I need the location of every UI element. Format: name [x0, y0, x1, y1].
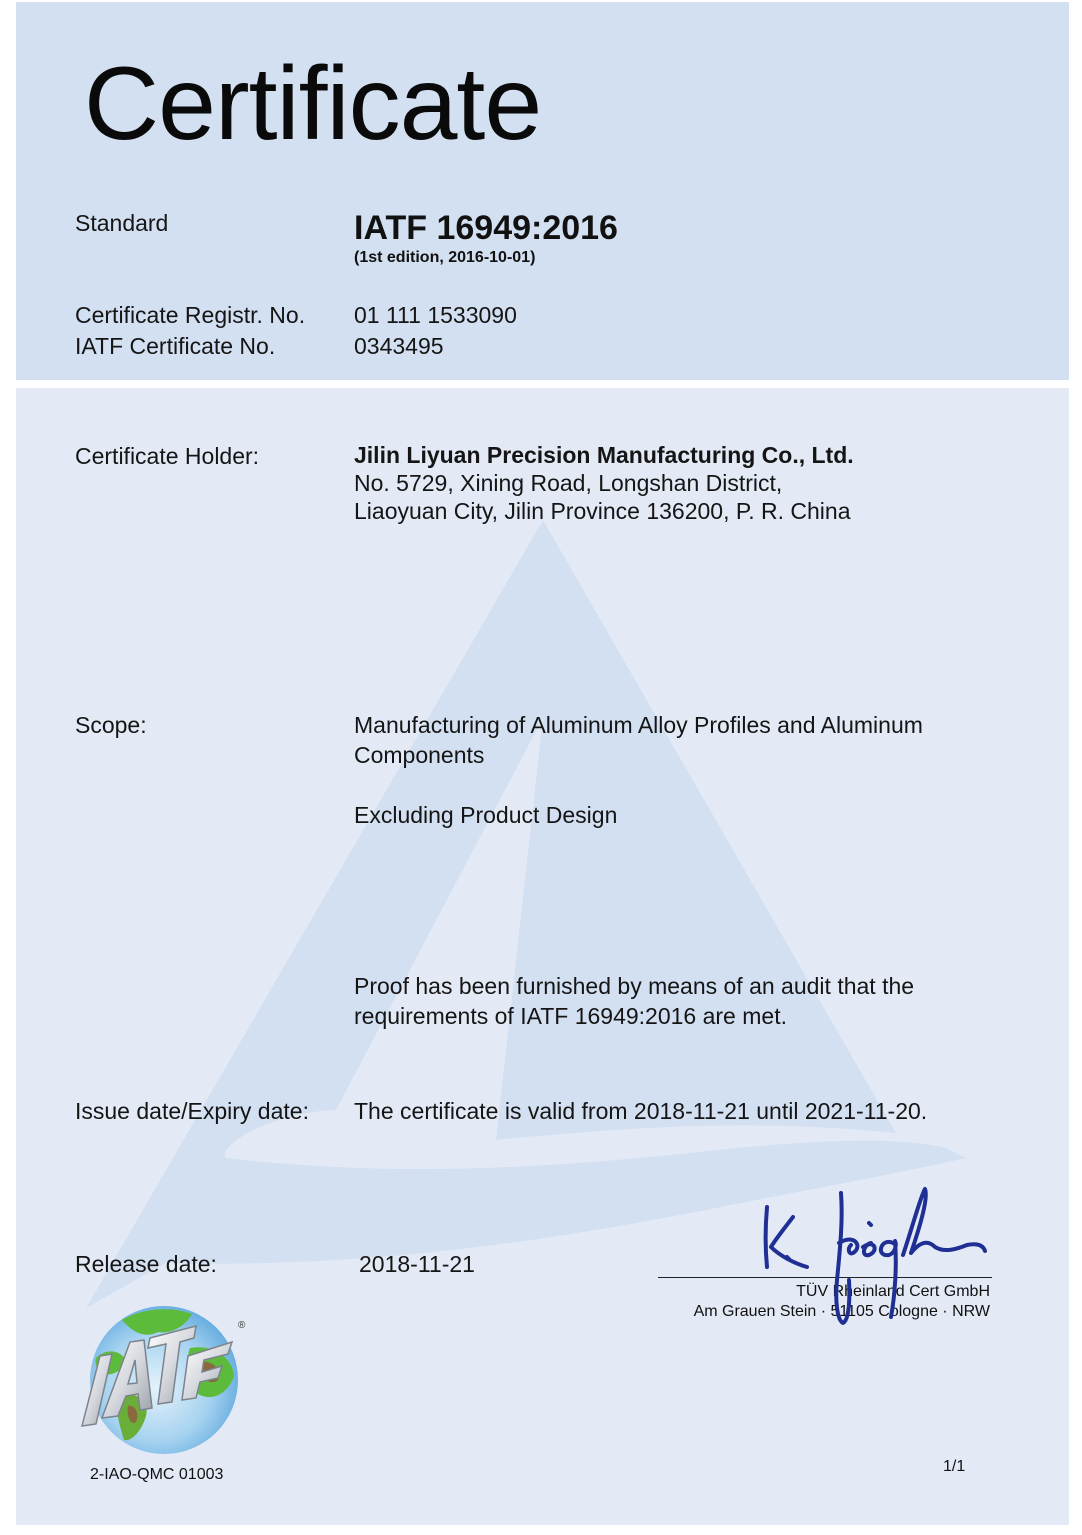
iatf-certificate-number-label: IATF Certificate No. [75, 333, 276, 359]
scope-label: Scope: [75, 712, 147, 738]
registered-mark: ® [238, 1320, 246, 1331]
certificate-holder-address-line2: Liaoyuan City, Jilin Province 136200, P. R. China [354, 498, 851, 524]
proof-statement-line1: Proof has been furnished by means of an audit that the [354, 973, 915, 999]
issuer-name: TÜV Rheinland Cert GmbH [796, 1283, 990, 1300]
iatf-globe-logo [72, 1298, 252, 1458]
registration-number-label: Certificate Registr. No. [75, 302, 306, 328]
scope-exclusion: Excluding Product Design [354, 802, 618, 828]
standard-edition: (1st edition, 2016-10-01) [354, 249, 536, 266]
certificate-holder-label: Certificate Holder: [75, 443, 260, 469]
validity-text: The certificate is valid from 2018-11-21 until 2021-11-20. [354, 1098, 928, 1124]
standard-value: IATF 16949:2016 [354, 209, 618, 247]
document-title: Certificate [84, 46, 542, 162]
iatf-certificate-number-value: 0343495 [354, 333, 444, 359]
standard-label: Standard [75, 210, 169, 236]
scope-text-line2: Components [354, 742, 485, 768]
scope-text-line1: Manufacturing of Aluminum Alloy Profiles and Aluminum [354, 712, 923, 738]
certificate-holder-name: Jilin Liyuan Precision Manufacturing Co., Ltd. [354, 442, 854, 468]
logo-code: 2-IAO-QMC 01003 [90, 1466, 224, 1483]
certificate-holder-address-line1: No. 5729, Xining Road, Longshan District, [354, 470, 783, 496]
registration-number-value: 01 111 1533090 [354, 302, 517, 328]
release-date-label: Release date: [75, 1251, 217, 1277]
proof-statement-line2: requirements of IATF 16949:2016 are met. [354, 1003, 787, 1029]
issuer-address: Am Grauen Stein · 51105 Cologne · NRW [693, 1303, 990, 1320]
signature-icon [745, 1185, 995, 1325]
release-date-value: 2018-11-21 [359, 1251, 475, 1277]
validity-label: Issue date/Expiry date: [75, 1098, 309, 1124]
page-number: 1/1 [943, 1458, 966, 1475]
